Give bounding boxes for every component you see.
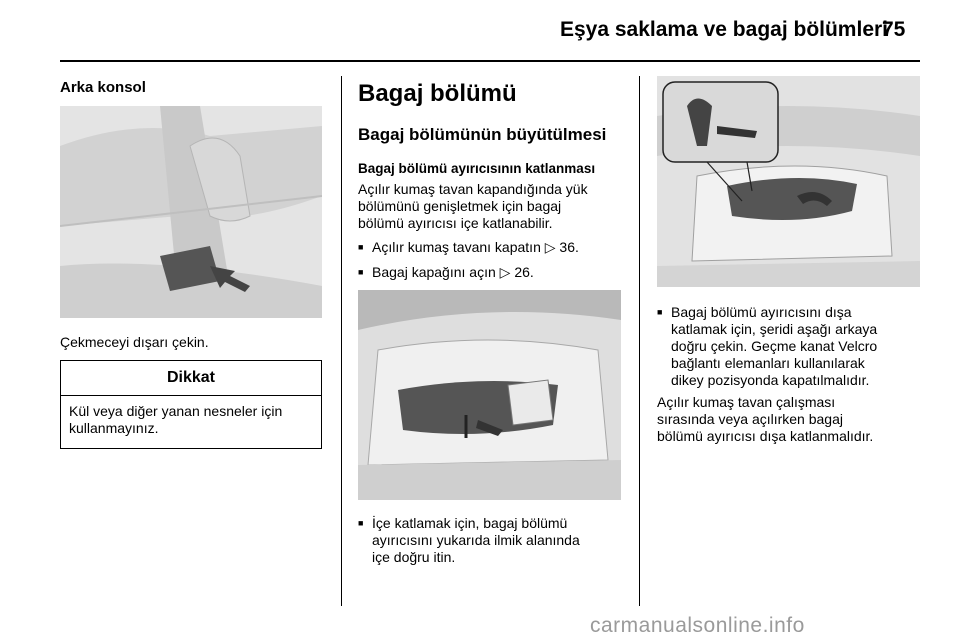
fold-in-divider-image [358, 290, 621, 500]
bullet-line: ayırıcısını yukarıda ilmik alanında [372, 532, 580, 548]
paragraph-line: Açılır kumaş tavan çalışması [657, 394, 836, 410]
bullet-line: dikey pozisyonda kapatılmalıdır. [671, 372, 870, 388]
fold-out-divider-image [657, 76, 920, 287]
bullet-line: doğru çekin. Geçme kanat Velcro [671, 338, 878, 354]
reference-arrow-icon: ▷ [499, 264, 511, 280]
bullet-text: Açılır kumaş tavanı kapatın [372, 239, 541, 255]
caution-note-text: Kül veya diğer yanan nesneler için kullanmayınız. [69, 403, 283, 436]
page-reference: 36. [559, 239, 579, 255]
bullet-fold-out [657, 304, 877, 389]
subheading-enlarge-compartment: Bagaj bölümünün büyütülmesi [358, 125, 607, 144]
bullet-close-roof [358, 239, 579, 256]
intro-line: bölümü ayırıcısı içe katlanabilir. [358, 215, 553, 231]
bullet-open-tailgate [358, 264, 534, 281]
bullet-line: içe doğru itin. [372, 549, 456, 565]
paragraph-line: sırasında veya açılırken bagaj [657, 411, 843, 427]
rear-console-drawer-image [60, 106, 322, 318]
caution-note-box [60, 360, 322, 449]
section-heading-luggage-compartment: Bagaj bölümü [358, 80, 517, 107]
page-header-title: Eşya saklama ve bagaj bölümleri [560, 18, 889, 41]
rear-console-caption: Çekmeceyi dışarı çekin. [60, 334, 209, 350]
bullet-fold-in [358, 515, 580, 566]
bullet-text: Bagaj kapağını açın [372, 264, 496, 280]
reference-arrow-icon: ▷ [544, 239, 556, 255]
roof-operation-paragraph [657, 394, 873, 445]
watermark: carmanualsonline.info [590, 614, 805, 637]
bullet-line: katlamak için, şeridi aşağı arkaya [671, 321, 878, 337]
column-divider-left [341, 76, 342, 606]
page-reference: 26. [514, 264, 534, 280]
intro-line: bölümünü genişletmek için bagaj [358, 198, 562, 214]
intro-paragraph [358, 181, 588, 232]
caution-note-title: Dikkat [61, 361, 321, 396]
subsubheading-fold-divider: Bagaj bölümü ayırıcısının katlanması [358, 161, 596, 176]
intro-line: Açılır kumaş tavan kapandığında yük [358, 181, 588, 197]
section-heading-rear-console: Arka konsol [60, 79, 146, 96]
bullet-line: bağlantı elemanları kullanılarak [671, 355, 865, 371]
bullet-line: ■ Bagaj bölümü ayırıcısını dışa [671, 304, 852, 320]
page-number: 75 [882, 18, 906, 41]
header-rule [60, 60, 920, 62]
paragraph-line: bölümü ayırıcısı dışa katlanmalıdır. [657, 428, 874, 444]
bullet-line: ■ İçe katlamak için, bagaj bölümü [372, 515, 568, 531]
column-divider-right [639, 76, 640, 606]
